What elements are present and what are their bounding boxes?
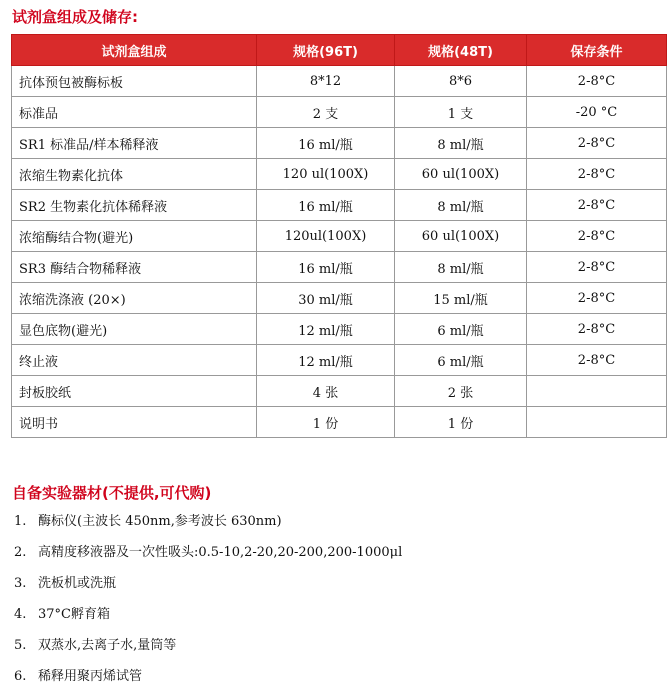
component-name-cell: 浓缩酶结合物(避光) <box>12 221 257 252</box>
component-name-cell: SR1 标准品/样本稀释液 <box>12 128 257 159</box>
list-item-number: 2. <box>14 545 27 560</box>
component-name-cell: 说明书 <box>12 407 257 438</box>
table-row <box>12 314 667 345</box>
table-row <box>12 97 667 128</box>
table-header-row <box>12 35 667 66</box>
list-item <box>0 542 672 573</box>
table-row <box>12 221 667 252</box>
list-item-number: 4. <box>14 607 27 622</box>
list-item <box>0 666 672 697</box>
list-item-number: 3. <box>14 576 27 591</box>
spec-96t-cell: 12 ml/瓶 <box>257 314 395 345</box>
component-name-cell: 封板胶纸 <box>12 376 257 407</box>
component-name-cell: 终止液 <box>12 345 257 376</box>
table-row <box>12 407 667 438</box>
spec-96t-cell: 16 ml/瓶 <box>257 190 395 221</box>
list-item <box>0 573 672 604</box>
storage-cell: 2-8°C <box>527 128 667 159</box>
equipment-title: 自备实验器材(不提供,可代购) <box>12 484 212 502</box>
header-component: 试剂盒组成 <box>12 35 257 66</box>
storage-cell: 2-8°C <box>527 221 667 252</box>
storage-cell <box>527 407 667 438</box>
spec-48t-cell: 15 ml/瓶 <box>395 283 527 314</box>
component-name-cell: 显色底物(避光) <box>12 314 257 345</box>
storage-cell: 2-8°C <box>527 345 667 376</box>
spec-96t-cell: 30 ml/瓶 <box>257 283 395 314</box>
storage-cell: 2-8°C <box>527 314 667 345</box>
storage-cell: 2-8°C <box>527 283 667 314</box>
spec-48t-cell: 8 ml/瓶 <box>395 190 527 221</box>
spec-48t-cell: 8*6 <box>395 66 527 97</box>
list-item-text: 酶标仪(主波长 450nm,参考波长 630nm) <box>38 514 282 529</box>
spec-96t-cell: 16 ml/瓶 <box>257 252 395 283</box>
spec-48t-cell: 1 支 <box>395 97 527 128</box>
list-item-number: 5. <box>14 638 27 653</box>
list-item-text: 洗板机或洗瓶 <box>38 576 117 591</box>
list-item <box>0 511 672 542</box>
component-name-cell: 浓缩生物素化抗体 <box>12 159 257 190</box>
list-item-text: 双蒸水,去离子水,量筒等 <box>38 638 177 653</box>
table-row <box>12 345 667 376</box>
spec-96t-cell: 4 张 <box>257 376 395 407</box>
spec-96t-cell: 12 ml/瓶 <box>257 345 395 376</box>
storage-cell: 2-8°C <box>527 190 667 221</box>
spec-48t-cell: 8 ml/瓶 <box>395 128 527 159</box>
header-spec-48t: 规格(48T) <box>395 35 527 66</box>
spec-48t-cell: 60 ul(100X) <box>395 159 527 190</box>
list-item <box>0 604 672 635</box>
component-name-cell: 标准品 <box>12 97 257 128</box>
list-item-text: 高精度移液器及一次性吸头:0.5-10,2-20,20-200,200-1000μl <box>38 545 403 560</box>
spec-48t-cell: 60 ul(100X) <box>395 221 527 252</box>
list-item <box>0 635 672 666</box>
storage-cell <box>527 376 667 407</box>
spec-48t-cell: 8 ml/瓶 <box>395 252 527 283</box>
spec-96t-cell: 120ul(100X) <box>257 221 395 252</box>
spec-96t-cell: 16 ml/瓶 <box>257 128 395 159</box>
kit-composition-table <box>11 34 667 438</box>
header-spec-96t: 规格(96T) <box>257 35 395 66</box>
list-item-text: 37°C孵育箱 <box>38 607 110 622</box>
equipment-list <box>0 511 672 697</box>
spec-96t-cell: 1 份 <box>257 407 395 438</box>
spec-48t-cell: 6 ml/瓶 <box>395 314 527 345</box>
storage-cell: 2-8°C <box>527 252 667 283</box>
table-row <box>12 128 667 159</box>
spec-96t-cell: 8*12 <box>257 66 395 97</box>
spec-48t-cell: 6 ml/瓶 <box>395 345 527 376</box>
storage-cell: 2-8°C <box>527 66 667 97</box>
storage-cell: 2-8°C <box>527 159 667 190</box>
table-row <box>12 66 667 97</box>
list-item-number: 1. <box>14 514 27 529</box>
spec-48t-cell: 2 张 <box>395 376 527 407</box>
storage-cell: -20 °C <box>527 97 667 128</box>
list-item-text: 稀释用聚丙烯试管 <box>38 669 143 684</box>
list-item-number: 6. <box>14 669 27 684</box>
component-name-cell: SR2 生物素化抗体稀释液 <box>12 190 257 221</box>
component-name-cell: 浓缩洗涤液 (20×) <box>12 283 257 314</box>
table-row <box>12 252 667 283</box>
table-row <box>12 376 667 407</box>
component-name-cell: SR3 酶结合物稀释液 <box>12 252 257 283</box>
table-row <box>12 283 667 314</box>
spec-48t-cell: 1 份 <box>395 407 527 438</box>
table-row <box>12 159 667 190</box>
spec-96t-cell: 2 支 <box>257 97 395 128</box>
header-storage: 保存条件 <box>527 35 667 66</box>
table-row <box>12 190 667 221</box>
spec-96t-cell: 120 ul(100X) <box>257 159 395 190</box>
component-name-cell: 抗体预包被酶标板 <box>12 66 257 97</box>
kit-composition-title: 试剂盒组成及储存: <box>12 8 138 26</box>
